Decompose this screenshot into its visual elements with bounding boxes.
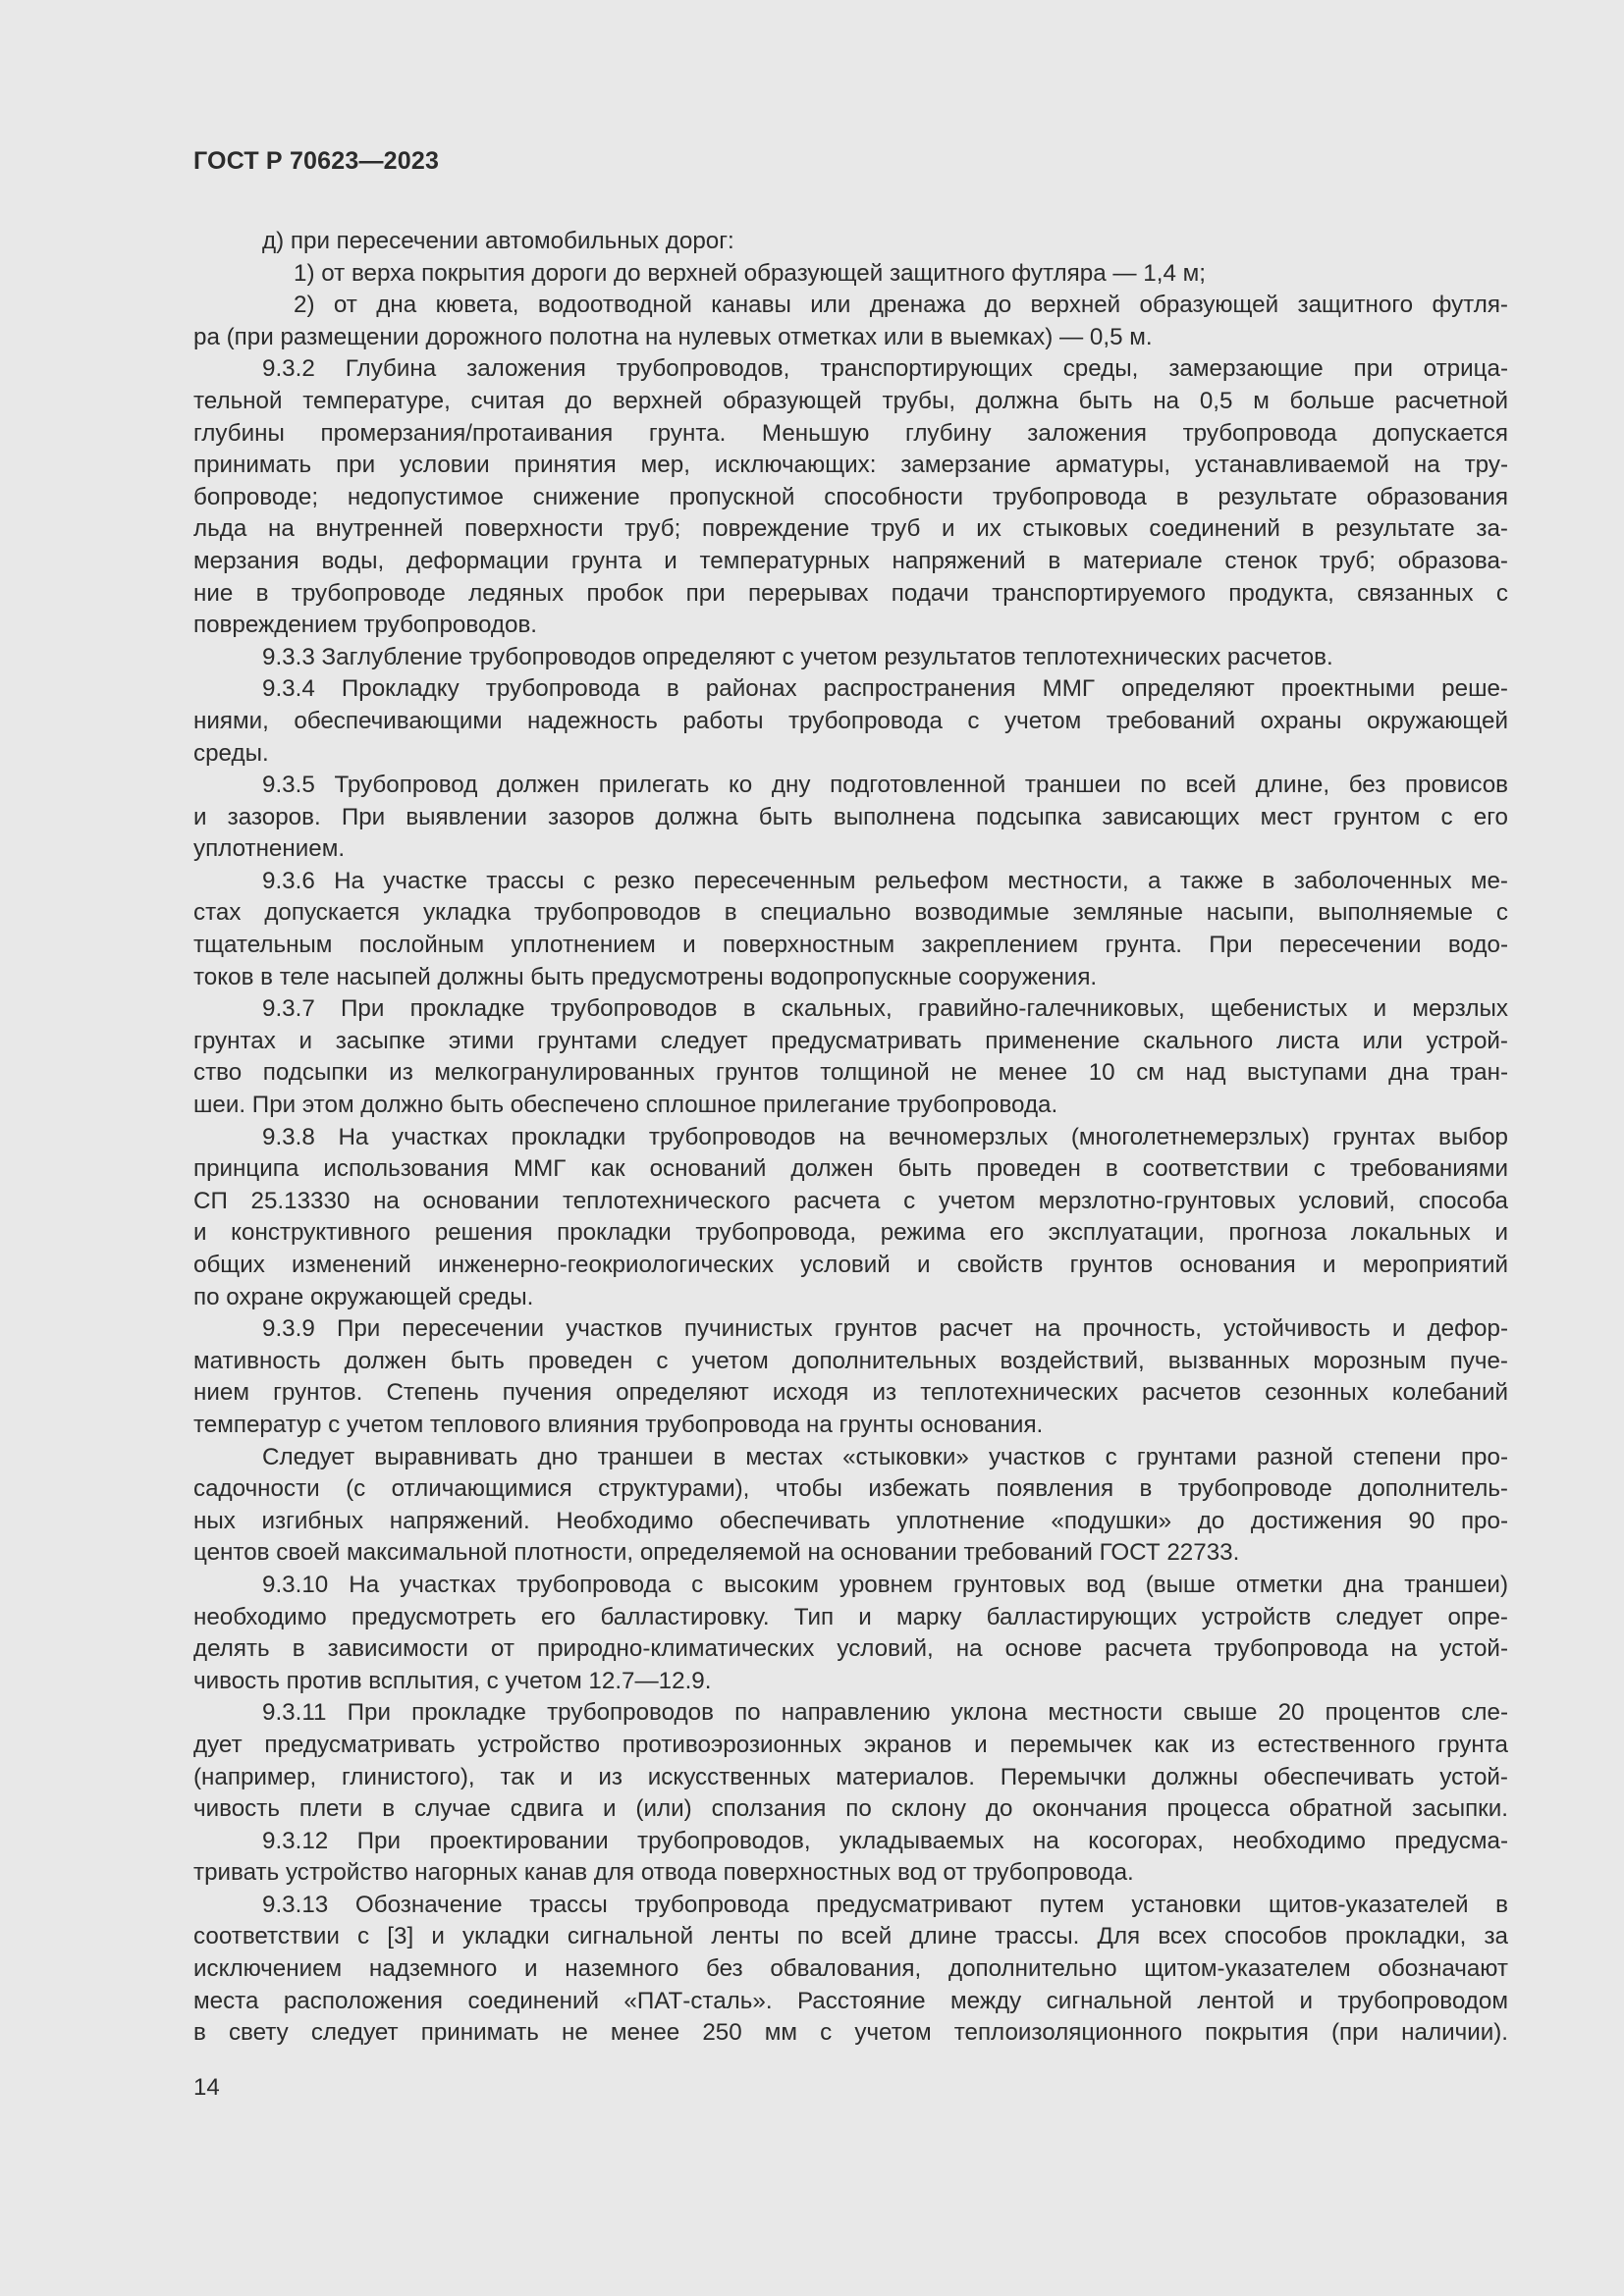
text-line: мативность должен быть проведен с учетом дополнительных воздействий, вызванных морозным пуче- (193, 1347, 1508, 1374)
text-line: и конструктивного решения прокладки трубопровода, режима его эксплуатации, прогноза локальных и (193, 1219, 1508, 1247)
text-line: ниями, обеспечивающими надежность работы трубопровода с учетом требований охраны окружающей (193, 707, 1508, 734)
text-line: ство подсыпки из мелкогранулированных грунтов толщиной не менее 10 см над выступами дна тран- (193, 1059, 1508, 1087)
text-line: ра (при размещении дорожного полотна на нулевых отметках или в выемках) — 0,5 м. (193, 323, 1153, 350)
document-body (193, 226, 1508, 2050)
text-line: 9.3.6 На участке трассы с резко пересеченным рельефом местности, а также в заболоченных ме- (262, 867, 1508, 894)
text-line: исключением надземного и наземного без обвалования, дополнительно щитом-указателем обозначают (193, 1955, 1508, 1983)
text-line: СП 25.13330 на основании теплотехнического расчета с учетом мерзлотно-грунтовых условий, способа (193, 1187, 1508, 1214)
text-line: центов своей максимальной плотности, определяемой на основании требований ГОСТ 22733. (193, 1539, 1240, 1567)
text-line: 9.3.5 Трубопровод должен прилегать ко дну подготовленной траншеи по всей длине, без провисов (262, 772, 1508, 799)
text-line: места расположения соединений «ПАТ-сталь». Расстояние между сигнальной лентой и трубопроводом (193, 1987, 1508, 2014)
text-line: (например, глинистого), так и из искусственных материалов. Перемычки должны обеспечивать устой- (193, 1763, 1508, 1790)
text-line: необходимо предусмотреть его балластировку. Тип и марку балластирующих устройств следует опре- (193, 1603, 1508, 1630)
text-line: 2) от дна кювета, водоотводной канавы или дренажа до верхней образующей защитного футля- (294, 292, 1508, 319)
text-line: 9.3.13 Обозначение трассы трубопровода предусматривают путем установки щитов-указателей в (262, 1891, 1508, 1918)
text-line: общих изменений инженерно-геокриологических условий и свойств грунтов основания и мероприятий (193, 1252, 1508, 1278)
text-line: уплотнением. (193, 835, 346, 863)
text-line: повреждением трубопроводов. (193, 612, 538, 639)
text-line: 9.3.4 Прокладку трубопровода в районах распространения ММГ определяют проектными реше- (262, 675, 1508, 703)
text-line: дует предусматривать устройство противоэрозионных экранов и перемычек как из естественного грунта (193, 1731, 1508, 1758)
text-line: делять в зависимости от природно-климатических условий, на основе расчета трубопровода на устой- (193, 1635, 1508, 1663)
text-line: чивость против всплытия, с учетом 12.7—12.9. (193, 1667, 712, 1694)
text-line: садочности (с отличающимися структурами), чтобы избежать появления в трубопроводе дополнитель- (193, 1475, 1508, 1503)
text-line: 9.3.8 На участках прокладки трубопроводов на вечномерзлых (многолетнемерзлых) грунтах выбор (262, 1123, 1508, 1150)
text-line: 9.3.10 На участках трубопровода с высоким уровнем грунтовых вод (выше отметки дна траншеи) (262, 1571, 1508, 1598)
page-number: 14 (193, 2074, 220, 2101)
text-line: принимать при условии принятия мер, исключающих: замерзание арматуры, устанавливаемой на тру- (193, 452, 1508, 479)
text-line: 9.3.7 При прокладке трубопроводов в скальных, гравийно-галечниковых, щебенистых и мерзлых (262, 995, 1508, 1023)
text-line: соответствии с [3] и укладки сигнальной ленты по всей длине трассы. Для всех способов прокладки, за (193, 1923, 1508, 1950)
text-line: тельной температуре, считая до верхней образующей трубы, должна быть на 0,5 м больше расчетной (193, 387, 1508, 414)
text-line: тщательным послойным уплотнением и поверхностным закреплением грунта. При пересечении водо- (193, 932, 1508, 959)
text-line: и зазоров. При выявлении зазоров должна быть выполнена подсыпка зависающих мест грунтом с его (193, 803, 1508, 830)
document-header: ГОСТ Р 70623—2023 (193, 147, 440, 175)
text-line: по охране окружающей среды. (193, 1283, 534, 1310)
text-line: нием грунтов. Степень пучения определяют исходя из теплотехнических расчетов сезонных колебаний (193, 1379, 1508, 1407)
text-line: 1) от верха покрытия дороги до верхней образующей защитного футляра — 1,4 м; (294, 259, 1206, 287)
text-line: принципа использования ММГ как оснований должен быть проведен в соответствии с требованиями (193, 1155, 1508, 1183)
text-line: среды. (193, 739, 269, 767)
text-line: стах допускается укладка трубопроводов в специально возводимые земляные насыпи, выполняемые с (193, 899, 1508, 927)
text-line: глубины промерзания/протаивания грунта. Меньшую глубину заложения трубопровода допускается (193, 419, 1508, 447)
text-line: 9.3.2 Глубина заложения трубопроводов, транспортирующих среды, замерзающие при отрица- (262, 355, 1508, 383)
text-line: ных изгибных напряжений. Необходимо обеспечивать уплотнение «подушки» до достижения 90 про- (193, 1507, 1508, 1534)
text-line: мерзания воды, деформации грунта и температурных напряжений в материале стенок труб; образова- (193, 547, 1508, 574)
text-line: тривать устройство нагорных канав для отвода поверхностных вод от трубопровода. (193, 1859, 1134, 1887)
text-line: 9.3.3 Заглубление трубопроводов определяют с учетом результатов теплотехнических расчетов. (262, 643, 1333, 670)
text-line: бопроводе; недопустимое снижение пропускной способности трубопровода в результате образования (193, 483, 1508, 510)
text-line: 9.3.12 При проектировании трубопроводов, укладываемых на косогорах, необходимо предусма- (262, 1827, 1508, 1854)
text-line: грунтах и засыпке этими грунтами следует предусматривать применение скального листа или устрой- (193, 1027, 1508, 1054)
text-line: д) при пересечении автомобильных дорог: (262, 228, 734, 254)
text-line: чивость плети в случае сдвига и (или) сползания по склону до окончания процесса обратной засыпки. (193, 1795, 1508, 1823)
text-line: в свету следует принимать не менее 250 мм с учетом теплоизоляционного покрытия (при наличии). (193, 2019, 1508, 2047)
text-line: токов в теле насыпей должны быть предусмотрены водопропускные сооружения. (193, 963, 1098, 990)
text-line: Следует выравнивать дно траншеи в местах «стыковки» участков с грунтами разной степени про- (262, 1443, 1508, 1470)
text-line: льда на внутренней поверхности труб; повреждение труб и их стыковых соединений в результате за- (193, 515, 1508, 543)
text-line: шеи. При этом должно быть обеспечено сплошное прилегание трубопровода. (193, 1092, 1058, 1119)
text-line: температур с учетом теплового влияния трубопровода на грунты основания. (193, 1411, 1044, 1438)
text-line: 9.3.11 При прокладке трубопроводов по направлению уклона местности свыше 20 процентов сле- (262, 1699, 1508, 1727)
text-line: 9.3.9 При пересечении участков пучинистых грунтов расчет на прочность, устойчивость и дефор- (262, 1315, 1508, 1343)
text-line: ние в трубопроводе ледяных пробок при перерывах подачи транспортируемого продукта, связанных с (193, 579, 1508, 607)
